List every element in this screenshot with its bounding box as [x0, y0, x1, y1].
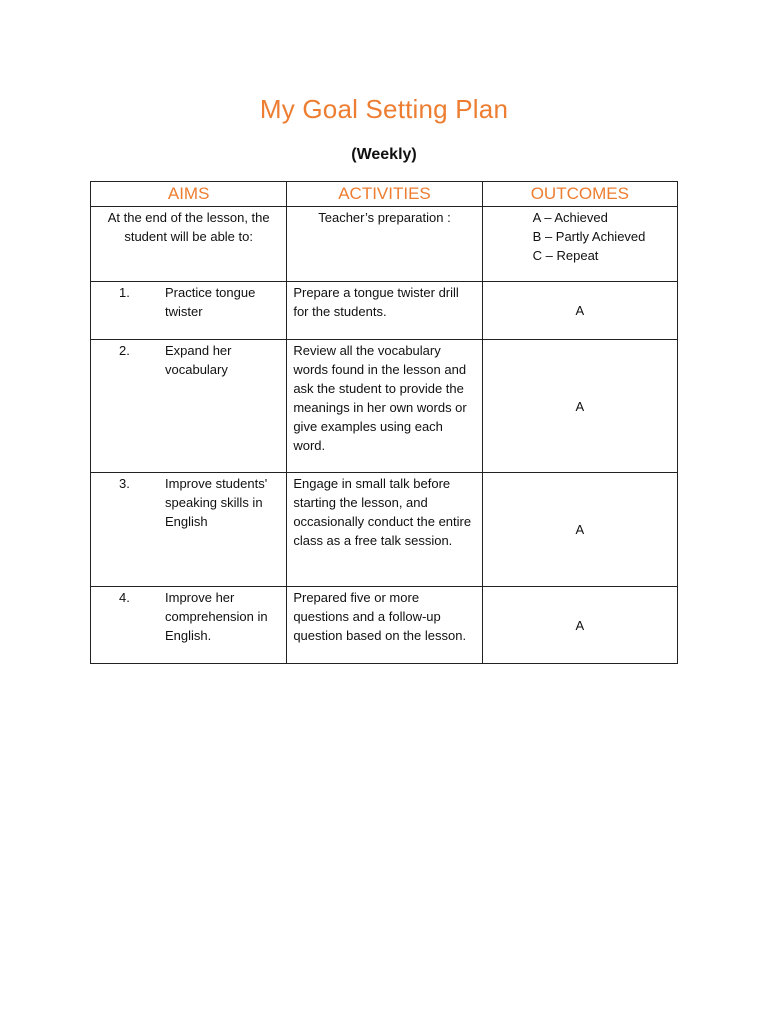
outcome-cell: A — [482, 340, 677, 473]
legend-item-achieved: A – Achieved — [532, 210, 608, 225]
aim-cell — [91, 473, 287, 587]
activity-cell — [287, 473, 482, 587]
aim-number: 2. — [119, 343, 130, 358]
intro-activities-text: Teacher’s preparation : — [318, 210, 451, 225]
legend-item-repeat: C – Repeat — [532, 248, 599, 263]
table-row — [91, 340, 678, 473]
intro-aims-text: At the end of the lesson, the student will be able to: — [107, 210, 270, 244]
page-subtitle: (Weekly) — [351, 146, 417, 163]
outcome-cell: A — [482, 473, 677, 587]
header-outcomes: OUTCOMES — [482, 182, 677, 207]
activity-cell — [287, 340, 482, 473]
intro-aims-cell — [91, 207, 287, 282]
aim-text: Expand her vocabulary — [165, 343, 232, 377]
legend-item-partly-achieved: B – Partly Achieved — [532, 229, 646, 244]
aim-cell — [91, 587, 287, 664]
outcome-legend-cell — [482, 207, 677, 282]
activity-text: Engage in small talk before starting the lesson, and occasionally conduct the entire class as a free talk session. — [293, 476, 472, 548]
activity-text: Prepare a tongue twister drill for the students. — [293, 285, 459, 319]
table-row — [91, 587, 678, 664]
table-header-row — [91, 182, 678, 207]
intro-activities-cell — [287, 207, 482, 282]
activity-text: Review all the vocabulary words found in the lesson and ask the student to provide the meanings in her own words or give examples using each word. — [293, 343, 467, 453]
aim-cell — [91, 282, 287, 340]
activity-text: Prepared five or more questions and a follow-up question based on the lesson. — [293, 590, 467, 643]
header-activities: ACTIVITIES — [287, 182, 482, 207]
aim-text: Improve students' speaking skills in English — [165, 476, 268, 529]
intro-row — [91, 207, 678, 282]
aim-number: 4. — [119, 590, 130, 605]
aim-number: 3. — [119, 476, 130, 491]
aim-number: 1. — [119, 285, 130, 300]
outcome-cell: A — [482, 587, 677, 664]
outcome-cell: A — [482, 282, 677, 340]
aim-text: Improve her comprehension in English. — [165, 590, 268, 643]
aim-cell — [91, 340, 287, 473]
header-aims: AIMS — [91, 182, 287, 207]
table-row — [91, 473, 678, 587]
activity-cell — [287, 587, 482, 664]
outcome-legend — [483, 207, 677, 265]
aim-text: Practice tongue twister — [165, 285, 256, 319]
table-row — [91, 282, 678, 340]
page-title: My Goal Setting Plan — [259, 94, 509, 124]
goal-plan-table — [90, 181, 678, 664]
activity-cell — [287, 282, 482, 340]
